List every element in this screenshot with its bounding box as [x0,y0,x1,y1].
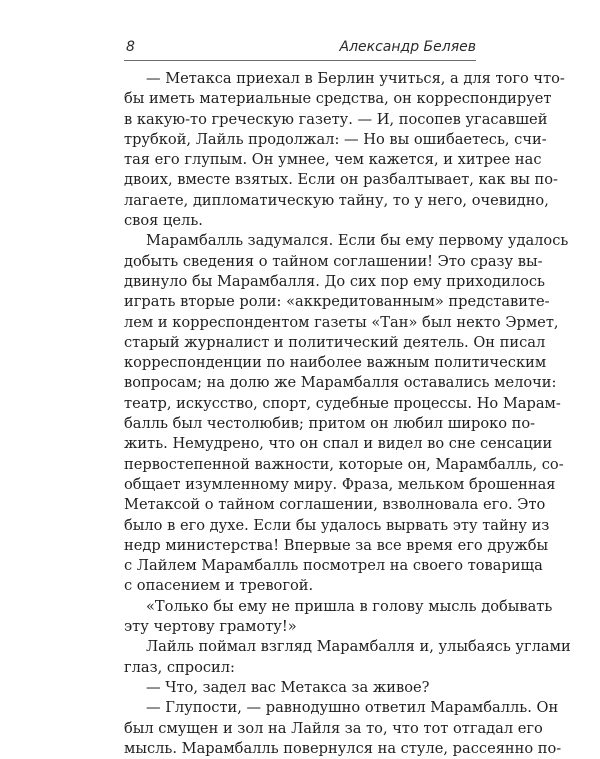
text-line: — Глупости, — равнодушно ответил Марамбалль. Он [146,699,559,717]
text-line: с Лайлем Марамбалль посмотрел на своего товарища [124,557,543,575]
text-line: в какую-то греческую газету. — И, посопев угасавшей [124,110,548,128]
paragraph [124,69,565,231]
text-line: был смущен и зол на Лайля за то, что тот отгадал его [124,719,543,737]
text-line: старый журналист и политический деятель. Он писал [124,333,546,351]
text-line: было в его духе. Если бы удалось вырвать эту тайну из [124,516,550,534]
paragraph [124,597,553,638]
text-line: лем и корреспондентом газеты «Тан» был некто Эрмет, [124,313,559,331]
text-line: двинуло бы Марамбалля. До сих пор ему приходилось [124,272,545,290]
text-line: с опасением и тревогой. [124,577,314,595]
text-line: недр министерства! Впервые за все время его дружбы [124,536,549,554]
text-line: Марамбалль задумался. Если бы ему первому удалось [146,232,569,250]
page-number: 8 [126,39,135,55]
text-line: играть вторые роли: «аккредитованным» представите- [124,293,550,311]
header-rule [124,60,476,61]
text-line: корреспонденции по наиболее важным политическим [124,354,547,372]
paragraph [124,678,476,698]
text-line: бы иметь материальные средства, он корреспондирует [124,90,552,108]
text-line: двоих, вместе взятых. Если он разбалтывает, как вы по- [124,171,558,189]
author-name: Александр Беляев [339,39,476,55]
text-line: «Только бы ему не пришла в голову мысль добывать [146,597,553,615]
paragraph [124,231,569,596]
body-text [124,69,571,759]
text-line: первостепенной важности, которые он, Марамбалль, со- [124,455,564,473]
text-line: вопросам; на долю же Марамбалля оставались мелочи: [124,374,557,392]
text-line: — Что, задел вас Метакса за живое? [146,678,430,696]
text-line: балль был честолюбив; притом он любил широко по- [124,415,536,433]
text-line: лагаете, дипломатическую тайну, то у него, очевидно, [124,191,549,209]
text-line: общает изумленному миру. Фраза, мельком брошенная [124,475,556,493]
text-line: Метаксой о тайном соглашении, взволновала его. Это [124,496,546,514]
text-line: добыть сведения о тайном соглашении! Это сразу вы- [124,252,543,270]
text-line: трубкой, Лайль продолжал: — Но вы ошибаетесь, счи- [124,130,547,148]
text-line: мысль. Марамбалль повернулся на стуле, рассеянно по- [124,739,562,757]
text-line: тая его глупым. Он умнее, чем кажется, и хитрее нас [124,151,542,169]
running-header [124,37,476,59]
text-line: своя цель. [124,212,203,230]
paragraph [124,637,571,678]
text-line: эту чертову грамоту!» [124,618,297,636]
text-line: глаз, спросил: [124,658,235,676]
text-line: жить. Немудрено, что он спал и видел во сне сенсации [124,435,553,453]
text-line: театр, искусство, спорт, судебные процессы. Но Марам- [124,394,561,412]
text-line: — Метакса приехал в Берлин учиться, а для того что- [146,70,565,87]
text-line: Лайль поймал взгляд Марамбалля и, улыбаясь углами [146,638,571,656]
